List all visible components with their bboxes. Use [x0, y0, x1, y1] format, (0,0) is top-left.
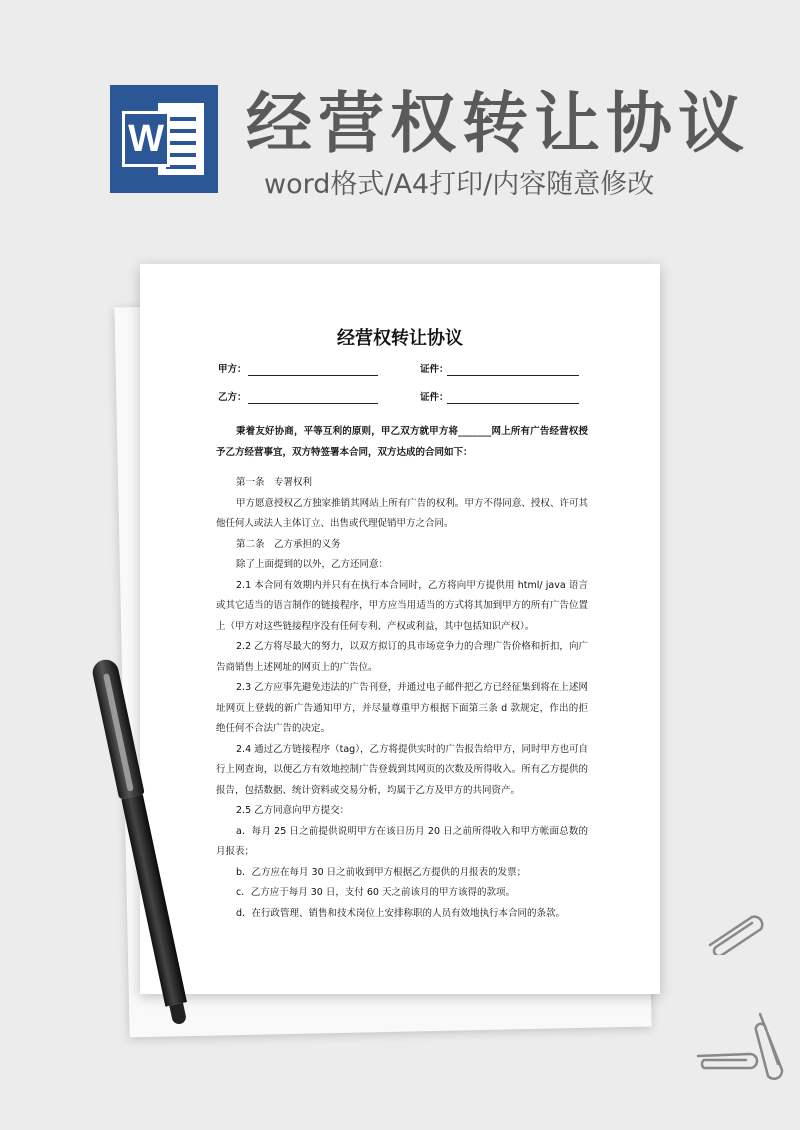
party-a-id-label: 证件： — [420, 364, 449, 375]
document-title: 经营权转让协议 — [337, 328, 463, 349]
article-2-intro: 除了上面提到的以外，乙方还同意： — [236, 559, 389, 570]
document-page — [140, 264, 660, 994]
preamble: 秉着友好协商，平等互利的原则，甲乙双方就甲方将_______网上所有广告经营权授予乙方经营事宜，双方特签署本合同，双方达成的合同如下： — [216, 426, 588, 458]
document-body — [216, 422, 588, 924]
party-a-blank — [248, 375, 378, 376]
paperclip-icon — [692, 1040, 762, 1070]
article-1-text: 甲方愿意授权乙方独家推销其网站上所有广告的权利。甲方不得同意、授权、许可其他任何人或法人主体订立、出售或代理促销甲方之合同。 — [216, 497, 588, 529]
party-a-id-blank — [447, 375, 579, 376]
clause-2-5-d: d．在行政管理、销售和技术岗位上安排称职的人员有效地执行本合同的条款。 — [236, 907, 566, 919]
party-b-id-blank — [447, 403, 579, 404]
word-icon — [110, 85, 218, 193]
clause-2-4: 2.4 通过乙方链接程序（tag），乙方将提供实时的广告报告给甲方，同时甲方也可自行上网查询，以便乙方有效地控制广告登载到其网页的次数及所得收入。所有乙方提供的报告，包括数据、统计资料或交易分析，均属于乙方及甲方的共同资产。 — [216, 743, 588, 796]
clause-2-5-a: a．每月 25 日之前提供说明甲方在该日历月 20 日之前所得收入和甲方帐面总数的月报表； — [216, 825, 588, 857]
page-subtitle: word格式/A4打印/内容随意修改 — [264, 169, 655, 200]
page-title: 经营权转让协议 — [246, 85, 750, 162]
word-icon-letter: W — [122, 111, 170, 167]
clause-2-3: 2.3 乙方应事先避免违法的广告刊登，并通过电子邮件把乙方已经征集到将在上述网址网页上登载的新广告通知甲方，并尽量尊重甲方根据下面第三条 d 款规定，作出的拒绝任何不合法广告的决定。 — [216, 682, 588, 734]
clause-2-1: 2.1 本合同有效期内并只有在执行本合同时，乙方将向甲方提供用 html/ java 语言或其它适当的语言制作的链接程序，甲方应当用适当的方式将其加到甲方的所有广告位置上（甲方对这些链接程序没有任何专利、产权或利益，其中包括知识产权）。 — [216, 579, 588, 632]
party-a-label: 甲方： — [218, 364, 247, 375]
party-b-label: 乙方： — [218, 392, 247, 403]
clause-2-2: 2.2 乙方将尽最大的努力，以双方拟订的具市场竞争力的合理广告价格和折扣，向广告商销售上述网址的网页上的广告位。 — [216, 641, 588, 673]
party-b-id-label: 证件： — [420, 392, 449, 403]
party-b-blank — [248, 403, 378, 404]
article-2-heading: 第二条 乙方承担的义务 — [236, 538, 341, 550]
clause-2-5: 2.5 乙方同意向甲方提交： — [236, 805, 350, 816]
paperclip-icon — [700, 905, 770, 955]
clause-2-5-b: b．乙方应在每月 30 日之前收到甲方根据乙方提供的月报表的发票； — [236, 866, 527, 878]
clause-2-5-c: c．乙方应于每月 30 日，支付 60 天之前该月的甲方该得的款项。 — [236, 887, 515, 898]
article-1-heading: 第一条 专署权利 — [236, 477, 313, 488]
